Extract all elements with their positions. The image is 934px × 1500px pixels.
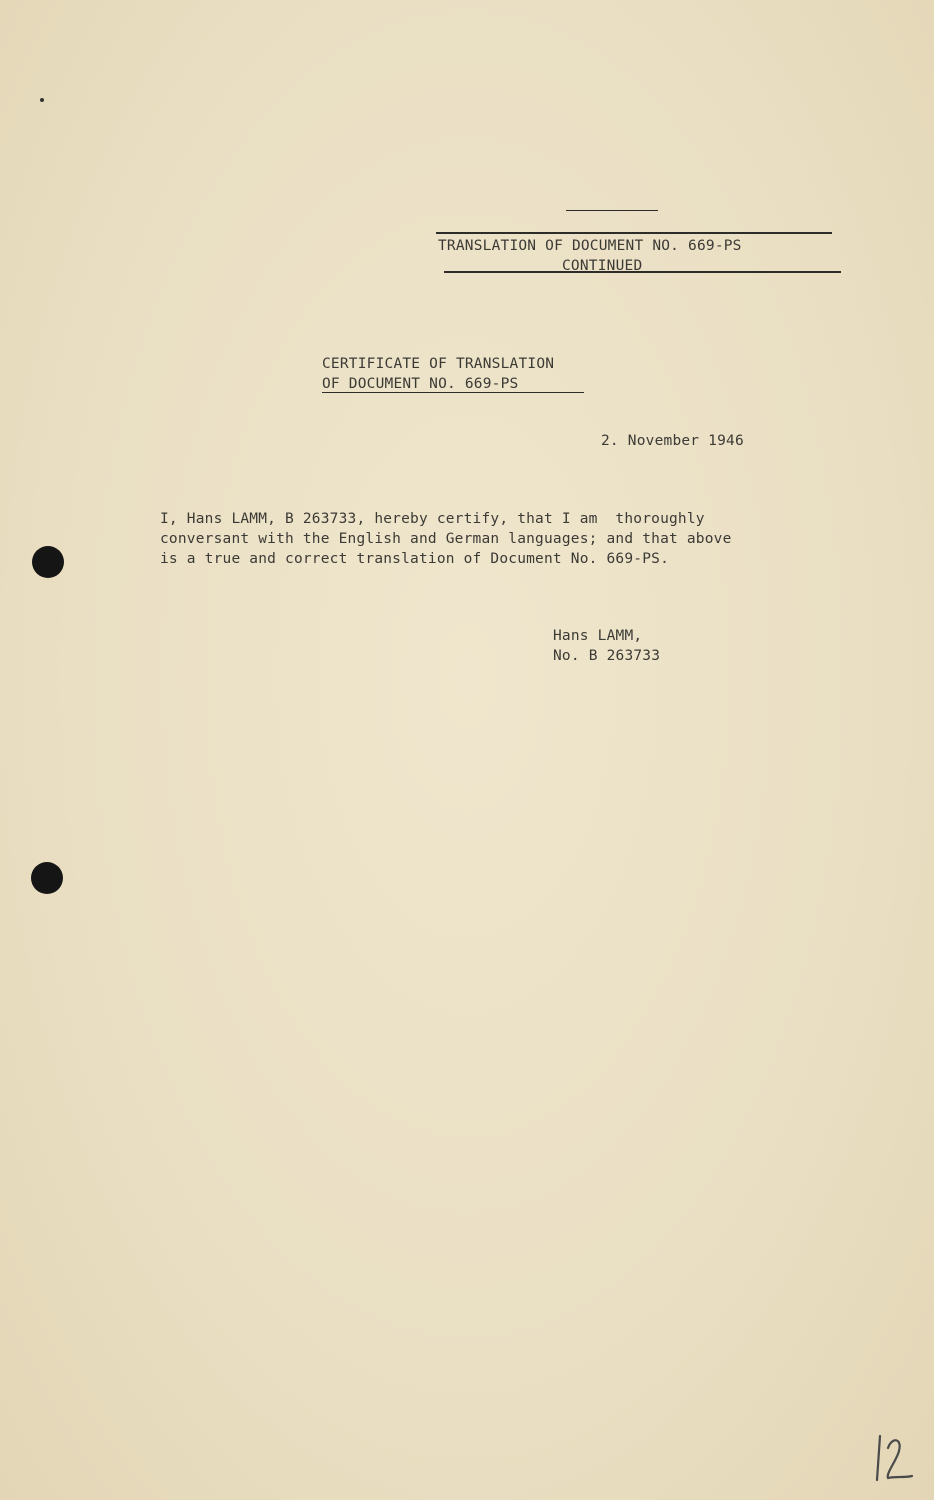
header-continued: CONTINUED — [562, 258, 643, 274]
signature-name: Hans LAMM, — [553, 628, 643, 644]
header-title: TRANSLATION OF DOCUMENT NO. 669-PS — [438, 238, 742, 254]
handwritten-page-number — [868, 1428, 928, 1488]
certificate-date: 2. November 1946 — [601, 433, 744, 449]
header-top-accent-rule — [566, 210, 658, 211]
header-bottom-rule — [444, 271, 841, 273]
certificate-underline — [322, 392, 584, 393]
body-line-3: is a true and correct translation of Document No. 669-PS. — [160, 551, 669, 567]
certificate-title: CERTIFICATE OF TRANSLATION — [322, 356, 555, 372]
certificate-subtitle: OF DOCUMENT NO. 669-PS — [322, 376, 519, 392]
signature-number: No. B 263733 — [553, 648, 661, 664]
body-line-2: conversant with the English and German languages; and that above — [160, 531, 732, 547]
header-top-rule — [436, 232, 832, 234]
body-line-1: I, Hans LAMM, B 263733, hereby certify, that I am thoroughly — [160, 511, 705, 527]
punch-hole-upper — [32, 546, 64, 578]
punch-hole-lower — [31, 862, 63, 894]
ink-speck — [40, 98, 44, 102]
